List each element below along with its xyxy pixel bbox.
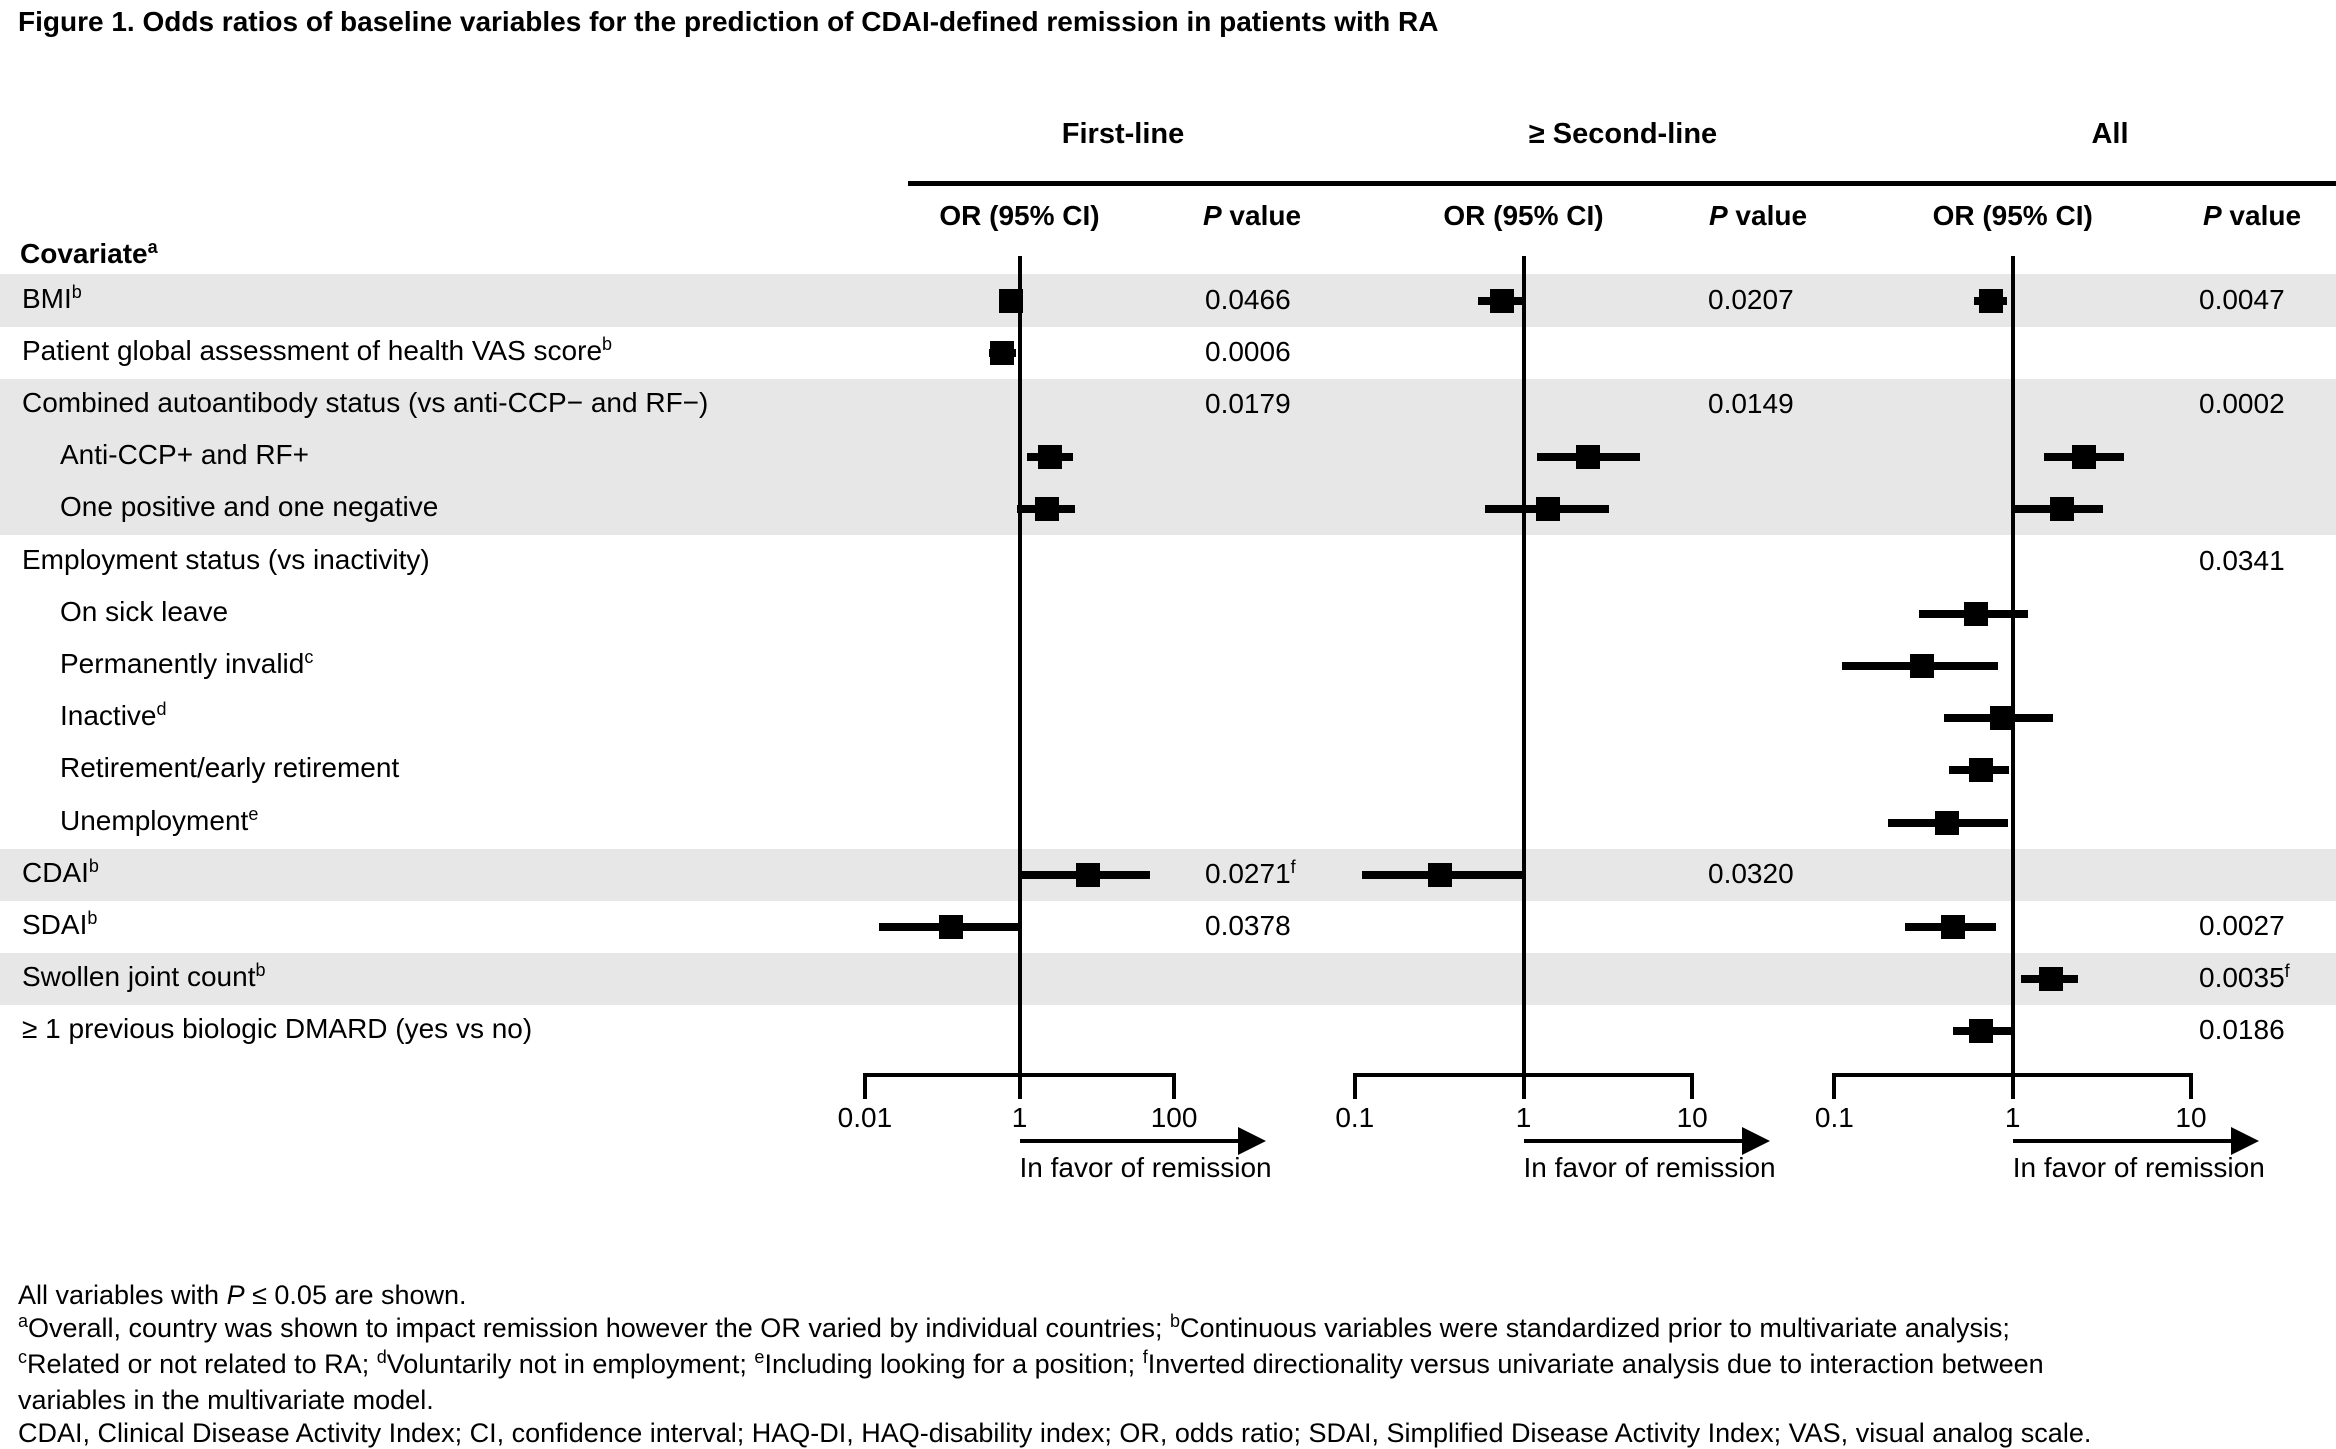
remission-arrow-label: In favor of remission bbox=[2012, 1152, 2265, 1183]
p-value: 0.0341 bbox=[2199, 544, 2285, 576]
covariate-label: Anti-CCP+ and RF+ bbox=[60, 439, 309, 471]
covariate-column-header: Covariate$^a$ bbox=[20, 237, 158, 269]
or-ci-column-header: OR (95% CI) bbox=[1443, 200, 1604, 231]
or-point-marker bbox=[1979, 289, 2003, 313]
p-value: 0.0207 bbox=[1708, 283, 1794, 315]
superscript: d bbox=[156, 699, 167, 720]
covariate-label: Unemployment$^e$ bbox=[60, 803, 259, 836]
footnote-line: $^c$Related or not related to RA; $^d$Voluntarily not in employment; $^e$Including looking for a position; $^f$Inverted directionality versus univariate analysis due to interaction between bbox=[18, 1347, 2044, 1379]
or-point-marker bbox=[2072, 445, 2096, 469]
or-ci-column-header: OR (95% CI) bbox=[1932, 200, 2093, 231]
or-point-marker bbox=[1576, 445, 1600, 469]
reference-line-or-1 bbox=[2011, 256, 2015, 1075]
or-point-marker bbox=[990, 341, 1014, 365]
footnotes bbox=[18, 1279, 2091, 1449]
x-axis-tick bbox=[1832, 1073, 1836, 1099]
p-value: 0.0027 bbox=[2199, 909, 2285, 941]
shaded-row-band bbox=[0, 953, 2336, 1005]
p-value: 0.0466 bbox=[1205, 283, 1291, 315]
header-rule bbox=[908, 181, 2336, 186]
x-axis-tick bbox=[863, 1073, 867, 1099]
or-point-marker bbox=[1969, 1019, 1993, 1043]
x-axis-tick-label: 10 bbox=[1676, 1102, 1708, 1133]
x-axis-tick-label: 1 bbox=[1515, 1102, 1532, 1133]
or-point-marker bbox=[1910, 654, 1934, 678]
panel-header-second: ≥ Second-line bbox=[1528, 118, 1718, 150]
x-axis-tick-label: 1 bbox=[2004, 1102, 2021, 1133]
remission-arrow-head-icon bbox=[1238, 1127, 1266, 1155]
superscript: b bbox=[255, 960, 266, 981]
p-value-column-header: P value bbox=[1202, 200, 1302, 231]
or-point-marker bbox=[939, 915, 963, 939]
or-ci-column-header: OR (95% CI) bbox=[939, 200, 1100, 231]
covariate-label: Swollen joint count$^b$ bbox=[22, 960, 266, 993]
figure-title: Figure 1. Odds ratios of baseline variables for the prediction of CDAI-defined remission in patients with RA bbox=[18, 6, 1439, 37]
superscript: b bbox=[71, 281, 82, 302]
superscript: b bbox=[602, 333, 613, 354]
or-point-marker bbox=[2039, 967, 2063, 991]
or-point-marker bbox=[1935, 811, 1959, 835]
covariate-label: Inactive$^d$ bbox=[60, 699, 167, 732]
or-point-marker bbox=[1428, 863, 1452, 887]
p-value: 0.0047 bbox=[2199, 283, 2285, 315]
x-axis-tick-label: 0.1 bbox=[1814, 1102, 1854, 1133]
p-value: 0.0149 bbox=[1708, 387, 1794, 419]
footnote-superscript: d bbox=[376, 1347, 387, 1367]
remission-arrow-head-icon bbox=[2231, 1127, 2259, 1155]
or-point-marker bbox=[1038, 445, 1062, 469]
shaded-row-band bbox=[0, 431, 2336, 483]
superscript: b bbox=[87, 907, 98, 928]
or-point-marker bbox=[1990, 706, 2014, 730]
italic-p: P bbox=[226, 1280, 245, 1310]
footnote-superscript: b bbox=[1170, 1311, 1181, 1331]
p-value: 0.0186 bbox=[2199, 1014, 2285, 1046]
or-point-marker bbox=[1490, 289, 1514, 313]
p-italic: P bbox=[1202, 200, 1222, 231]
x-axis-tick-label: 100 bbox=[1150, 1102, 1198, 1133]
or-point-marker bbox=[1035, 497, 1059, 521]
superscript: f bbox=[1290, 856, 1296, 877]
p-value: 0.0035$^f$ bbox=[2199, 961, 2290, 994]
covariate-label: Patient global assessment of health VAS score$^b$ bbox=[22, 333, 613, 366]
or-point-marker bbox=[1964, 602, 1988, 626]
or-point-marker bbox=[1941, 915, 1965, 939]
x-axis-tick bbox=[1172, 1073, 1176, 1099]
p-value-column-header: P value bbox=[1708, 200, 1808, 231]
p-italic: P bbox=[1708, 200, 1728, 231]
x-axis-tick-label: 10 bbox=[2175, 1102, 2207, 1133]
remission-arrow-line bbox=[1020, 1139, 1238, 1143]
covariate-label: Combined autoantibody status (vs anti-CCP− and RF−) bbox=[22, 386, 709, 418]
covariate-label: BMI$^b$ bbox=[22, 281, 82, 314]
covariate-label: Employment status (vs inactivity) bbox=[22, 543, 430, 575]
x-axis-tick bbox=[1690, 1073, 1694, 1099]
p-value: 0.0378 bbox=[1205, 909, 1291, 941]
or-point-marker bbox=[1536, 497, 1560, 521]
covariate-label: One positive and one negative bbox=[60, 491, 439, 523]
footnote-line: All variables with P ≤ 0.05 are shown. bbox=[18, 1280, 467, 1310]
p-value: 0.0320 bbox=[1708, 857, 1794, 889]
panel-header-all: All bbox=[2091, 118, 2129, 150]
x-axis-tick bbox=[1522, 1073, 1526, 1099]
x-axis-tick-label: 0.1 bbox=[1335, 1102, 1375, 1133]
superscript: f bbox=[2284, 961, 2290, 982]
remission-arrow-line bbox=[2013, 1139, 2231, 1143]
superscript: e bbox=[248, 803, 259, 824]
x-axis-tick bbox=[2011, 1073, 2015, 1099]
reference-line-or-1 bbox=[1018, 256, 1022, 1075]
remission-arrow-line bbox=[1524, 1139, 1742, 1143]
footnote-line: $^a$Overall, country was shown to impact remission however the OR varied by individual countries; $^b$Continuous variables were standardized prior to multivariate analysis; bbox=[18, 1311, 2010, 1343]
covariate-label: Retirement/early retirement bbox=[60, 752, 400, 784]
footnote-superscript: a bbox=[18, 1311, 29, 1331]
x-axis-tick bbox=[2189, 1073, 2193, 1099]
shaded-row-band bbox=[0, 849, 2336, 901]
x-axis-tick bbox=[1018, 1073, 1022, 1099]
remission-arrow-label: In favor of remission bbox=[1523, 1152, 1776, 1183]
covariate-label: CDAI$^b$ bbox=[22, 855, 99, 888]
or-point-marker bbox=[2050, 497, 2074, 521]
footnote-superscript: c bbox=[18, 1347, 27, 1367]
footnote-line: CDAI, Clinical Disease Activity Index; CI, confidence interval; HAQ-DI, HAQ-disability index; OR, odds ratio; SDAI, Simplified Disease Activity Index; VAS, visual analog scale. bbox=[18, 1418, 2092, 1448]
footnote-line: variables in the multivariate model. bbox=[18, 1385, 434, 1415]
or-point-marker bbox=[999, 289, 1023, 313]
reference-line-or-1 bbox=[1522, 256, 1526, 1075]
covariate-label: SDAI$^b$ bbox=[22, 907, 98, 940]
covariate-label: On sick leave bbox=[60, 595, 229, 627]
footnote-superscript: f bbox=[1142, 1347, 1148, 1367]
covariate-label: ≥ 1 previous biologic DMARD (yes vs no) bbox=[22, 1013, 533, 1045]
p-value-column-header: P value bbox=[2202, 200, 2302, 231]
remission-arrow-label: In favor of remission bbox=[1019, 1152, 1272, 1183]
x-axis-tick-label: 0.01 bbox=[837, 1102, 893, 1133]
or-point-marker bbox=[1076, 863, 1100, 887]
covariate-label: Permanently invalid$^c$ bbox=[60, 646, 314, 679]
p-value: 0.0002 bbox=[2199, 387, 2285, 419]
superscript: b bbox=[88, 855, 99, 876]
p-italic: P bbox=[2202, 200, 2222, 231]
x-axis-tick bbox=[1353, 1073, 1357, 1099]
or-point-marker bbox=[1969, 758, 1993, 782]
x-axis-tick-label: 1 bbox=[1011, 1102, 1028, 1133]
panel-header-first: First-line bbox=[1061, 118, 1185, 150]
footnote-superscript: e bbox=[754, 1347, 765, 1367]
p-value: 0.0179 bbox=[1205, 387, 1291, 419]
p-value: 0.0006 bbox=[1205, 335, 1291, 367]
superscript: c bbox=[304, 646, 314, 667]
p-value: 0.0271$^f$ bbox=[1205, 856, 1296, 889]
superscript: a bbox=[147, 237, 158, 257]
